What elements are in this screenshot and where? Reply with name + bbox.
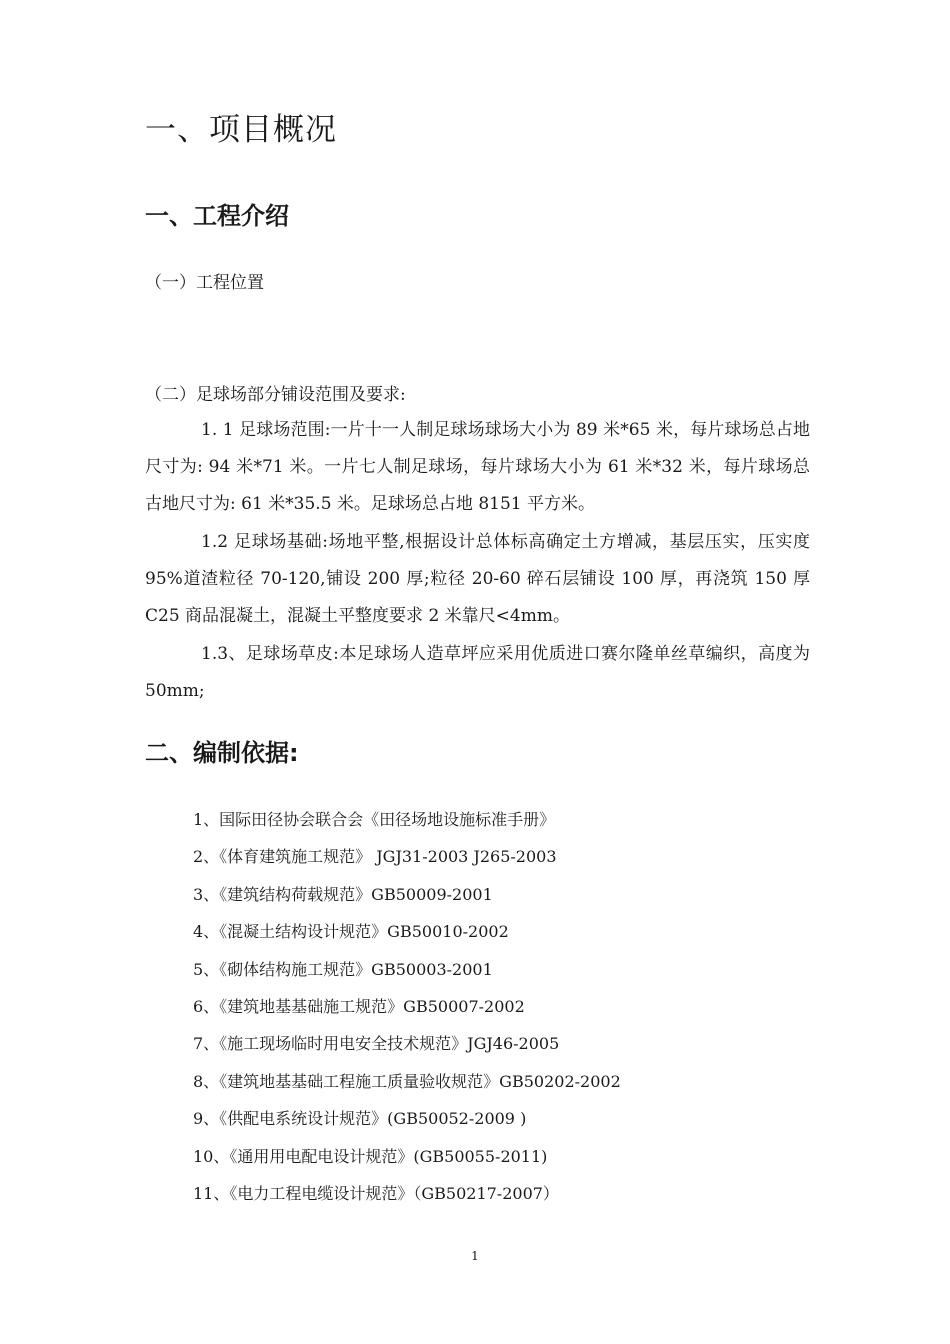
paragraph-field-turf: 1.3、足球场草皮:本足球场人造草坪应采用优质进口赛尔隆单丝草编织，高度为 50mm; xyxy=(145,644,810,701)
section-heading-project-intro: 一、工程介绍 xyxy=(145,202,289,230)
paragraph-field-foundation: 1.2 足球场基础:场地平整,根据设计总体标高确定土方增减，基层压实，压实度 95%道渣粒径 70-120,铺设 200 厚;粒径 20-60 碎石层铺设 100 厚，再浇筑 150 厚 C25 商品混凝土，混凝土平整度要求 2 米靠尺<4mm。 xyxy=(145,532,810,626)
list-item: 7、《施工现场临时用电安全技术规范》JGJ46-2005 xyxy=(193,1034,560,1054)
document-title: 一、项目概况 xyxy=(145,112,337,148)
list-item: 3、《建筑结构荷载规范》GB50009-2001 xyxy=(193,884,493,904)
list-item: 1、国际田径协会联合会《田径场地设施标准手册》 xyxy=(193,810,556,829)
subheading-project-location: （一）工程位置 xyxy=(145,273,264,293)
list-item: 2、《体育建筑施工规范》 JGJ31-2003 J265-2003 xyxy=(193,847,557,867)
list-item: 6、《建筑地基基础施工规范》GB50007-2002 xyxy=(193,996,525,1016)
section-heading-basis: 二、编制依据: xyxy=(145,739,299,767)
subheading-field-scope: （二）足球场部分铺设范围及要求: xyxy=(145,385,406,405)
list-item: 10、《通用用电配电设计规范》(GB50055-2011) xyxy=(193,1146,548,1166)
paragraph-field-range: 1. 1 足球场范围:一片十一人制足球场球场大小为 89 米*65 米，每片球场总占地尺寸为: 94 米*71 米。一片七人制足球场，每片球场大小为 61 米*32 米，每片球场总古地尺寸为: 61 米*35.5 米。足球场总占地 8151 平方米。 xyxy=(145,420,810,514)
list-item: 8、《建筑地基基础工程施工质量验收规范》GB50202-2002 xyxy=(193,1071,621,1091)
list-item: 5、《砌体结构施工规范》GB50003-2001 xyxy=(193,959,493,979)
reference-list xyxy=(193,806,621,1217)
list-item: 4、《混凝土结构设计规范》GB50010-2002 xyxy=(193,922,509,942)
page-number: 1 xyxy=(471,1249,479,1263)
list-item: 9、《供配电系统设计规范》(GB50052-2009 ) xyxy=(193,1109,527,1129)
list-item: 11、《电力工程电缆设计规范》（GB50217-2007） xyxy=(193,1183,559,1203)
